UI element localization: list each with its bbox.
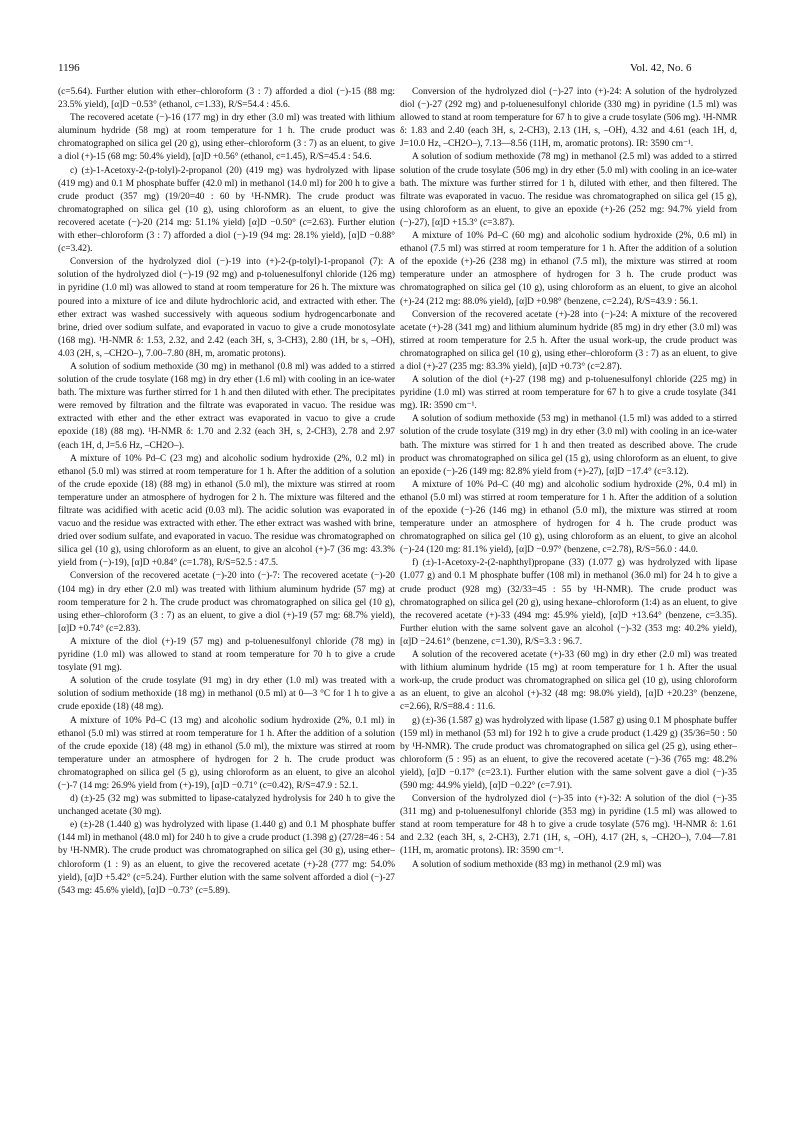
paragraph: A mixture of the diol (+)-19 (57 mg) and p-toluenesulfonyl chloride (78 mg) in pyridine (1.0 ml) was allowed to stand at room temperature for 70 h to give a crude tosylate (91 mg). (58, 636, 395, 674)
paragraph: A mixture of 10% Pd–C (40 mg) and alcoholic sodium hydroxide (2%, 0.4 ml) in ethanol (5.0 ml) was stirred at room temperature for 1 h. After the addition of a solution of the epoxide (−)-26 (146 mg) in ethanol (5.0 ml), the mixture was stirred at room temperature under an atmosphere of hydrogen for 4 h. The crude product was chromatographed on silica gel (10 g), using chloroform as an eluent, to give an alcohol (−)-24 (120 mg: 81.1% yield), [α]D −0.97° (benzene, c=2.78), R/S=56.0 : 44.0. (400, 479, 737, 556)
paragraph: Conversion of the hydrolyzed diol (−)-19 into (+)-2-(p-tolyl)-1-propanol (7): A solution of the hydrolyzed diol (−)-19 (92 mg) and p-toluenesulfonyl chloride (126 mg) in pyridine (1.0 ml) was allowed to stand at room temperature for 26 h. The mixture was poured into a mixture of ice and dilute hydrochloric acid, and extracted with ether. The ether extract was washed successively with aqueous sodium hydrogencarbonate and brine, dried over sodium sulfate, and evaporated in vacuo to give a crude monotosylate (168 mg). ¹H-NMR δ: 1.53, 2.32, and 2.42 (each 3H, s, 3-CH3), 2.80 (1H, br s, –OH), 4.03 (2H, s, –CH2O–), 7.00–7.80 (8H, m, aromatic protons). (58, 257, 395, 359)
paragraph: Conversion of the recovered acetate (+)-28 into (−)-24: A mixture of the recovered acetate (+)-28 (341 mg) and lithium aluminum hydride (85 mg) in dry ether (3.0 ml) was stirred at room temperature for 2.5 h. After the usual work-up, the crude product was chromatographed on silica gel (10 g), using ether–chloroform (3 : 7) as an eluent, to give a diol (+)-27 (235 mg: 83.3% yield), [α]D +0.73° (c=2.87). (400, 309, 737, 372)
paragraph: A solution of the crude tosylate (91 mg) in dry ether (1.0 ml) was treated with a solution of sodium methoxide (18 mg) in methanol (0.5 ml) at 0—3 °C for 1 h to give a crude epoxide (18) (48 mg). (58, 676, 395, 713)
paragraph: A mixture of 10% Pd–C (23 mg) and alcoholic sodium hydroxide (2%, 0.2 ml) in ethanol (5.0 ml) was stirred at room temperature for 1 h. After the addition of a solution of the crude epoxide (18) (88 mg) in ethanol (5.0 ml), the mixture was stirred at room temperature under an atmosphere of hydrogen for 2 h. The mixture was filtered and the filtrate was acidified with acetic acid (0.03 ml). The acidic solution was evaporated in vacuo and the residue was extracted with ether. The ether extract was washed with brine, dried over sodium sulfate, and evaporated in vacuo. The residue was chromatographed on silica gel (10 g), using chloroform as an eluent, to give an alcohol (+)-7 (36 mg: 43.3% yield from (−)-19), [α]D +0.84° (c=1.78), R/S=52.5 : 47.5. (58, 453, 395, 569)
paragraph: c) (±)-1-Acetoxy-2-(p-tolyl)-2-propanol (20) (419 mg) was hydrolyzed with lipase (419 mg) and 0.1 M phosphate buffer (42.0 ml) in methanol (14.0 ml) for 200 h to give a crude product (357 mg) (19/20=40 : 60 by ¹H-NMR). The crude product was chromatographed on silica gel (10 g), using chloroform as an eluent, to give the recovered acetate (−)-20 (214 mg: 51.1% yield) [α]D −0.50° (c=2.63). Further elution with ether–chloroform (3 : 7) afforded a diol (−)-19 (94 mg: 28.1% yield), [α]D −0.88° (c=3.42). (58, 165, 395, 255)
paragraph: Conversion of the hydrolyzed diol (−)-35 into (+)-32: A solution of the diol (−)-35 (311 mg) and p-toluenesulfonyl chloride (353 mg) in pyridine (1.5 ml) was allowed to stand at room temperature for 48 h to give a crude tosylate (576 mg). ¹H-NMR δ: 1.61 and 2.32 (each 3H, s, 2-CH3), 2.71 (1H, s, –OH), 4.17 (2H, s, –CH2O–), 7.04—7.81 (11H, m, aromatic protons). IR: 3590 cm⁻¹. (400, 794, 737, 857)
volume-issue: Vol. 42, No. 6 (630, 62, 692, 74)
paragraph: Conversion of the hydrolyzed diol (−)-27 into (+)-24: A solution of the hydrolyzed diol (−)-27 (292 mg) and p-toluenesulfonyl chloride (330 mg) in pyridine (1.5 ml) was allowed to stand at room temperature for 67 h to give a crude tosylate (506 mg). ¹H-NMR δ: 1.83 and 2.40 (each 3H, s, 2-CH3), 2.13 (1H, s, –OH), 4.32 and 4.61 (each 1H, d, J=10.0 Hz, –CH2O–), 7.13—8.56 (11H, m, aromatic protons). IR: 3590 cm⁻¹. (400, 87, 737, 150)
paragraph: The recovered acetate (−)-16 (177 mg) in dry ether (3.0 ml) was treated with lithium aluminum hydride (58 mg) at room temperature for 1 h. The crude product was chromatographed on silica gel (20 g), using ether–chloroform (3 : 7) as an eluent, to give a diol (+)-15 (68 mg: 50.4% yield), [α]D +0.56° (ethanol, c=1.45), R/S=45.4 : 54.6. (58, 113, 395, 163)
paragraph: A solution of the diol (+)-27 (198 mg) and p-toluenesulfonyl chloride (225 mg) in pyridine (1.0 ml) was stirred at room temperature for 67 h to give a crude tosylate (341 mg). IR: 3590 cm⁻¹. (400, 375, 737, 412)
paragraph: A solution of sodium methoxide (30 mg) in methanol (0.8 ml) was added to a stirred solution of the crude tosylate (168 mg) in dry ether (1.6 ml) with cooling in an ice-water bath. The mixture was further stirred for 1 h and then diluted with ether. The precipitates were removed by filtration and the filtrate was evaporated in vacuo. The residue was extracted with ether and the ether extract was evaporated in vacuo to give a crude epoxide (18) (88 mg). ¹H-NMR δ: 1.70 and 2.32 (each 3H, s, 2-CH3), 2.78 and 2.97 (each 1H, d, J=5.6 Hz, –CH2O–). (58, 361, 395, 451)
paragraph: g) (±)-36 (1.587 g) was hydrolyzed with lipase (1.587 g) using 0.1 M phosphate buffer (159 ml) in methanol (53 ml) for 192 h to give a crude product (1.429 g) (35/36=50 : 50 by ¹H-NMR). The crude product was chromatographed on silica gel (25 g), using ether–chloroform (5 : 95) as an eluent, to give the recovered acetate (−)-36 (765 mg: 48.2% yield), [α]D −0.17° (c=23.1). Further elution with the same solvent gave a diol (−)-35 (590 mg: 44.9% yield), [α]D −0.22° (c=7.91). (400, 715, 737, 791)
right-text-column (400, 86, 737, 872)
paragraph: d) (±)-25 (32 mg) was submitted to lipase-catalyzed hydrolysis for 240 h to give the unchanged acetate (30 mg). (58, 794, 395, 818)
paragraph: (c=5.64). Further elution with ether–chloroform (3 : 7) afforded a diol (−)-15 (88 mg: 23.5% yield), [α]D −0.53° (ethanol, c=1.33), R/S=54.4 : 45.6. (58, 87, 395, 111)
page-number: 1196 (58, 62, 80, 74)
paragraph: A mixture of 10% Pd–C (60 mg) and alcoholic sodium hydroxide (2%, 0.6 ml) in ethanol (7.5 ml) was stirred at room temperature for 1 h. After the addition of a solution of the epoxide (+)-26 (238 mg) in ethanol (7.5 ml), the mixture was stirred at room temperature under an atmosphere of hydrogen for 3 h. The crude product was chromatographed on silica gel (10 g), using chloroform as an eluent, to give an alcohol (+)-24 (212 mg: 88.0% yield), [α]D +0.98° (benzene, c=2.24), R/S=43.9 : 56.1. (400, 231, 737, 307)
paragraph: A solution of sodium methoxide (83 mg) in methanol (2.9 ml) was (412, 859, 662, 870)
paragraph: A mixture of 10% Pd–C (13 mg) and alcoholic sodium hydroxide (2%, 0.1 ml) in ethanol (5.0 ml) was stirred at room temperature for 1 h. After the addition of a solution of the crude epoxide (18) (48 mg) in ethanol (5.0 ml), the mixture was stirred at room temperature under an atmosphere of hydrogen for 2 h. The crude product was chromatographed on silica gel (5 g), using chloroform as an eluent, to give an alcohol (−)-7 (14 mg: 26.9% yield from (+)-19), [α]D −0.71° (c=0.42), R/S=47.9 : 52.1. (58, 715, 395, 791)
paragraph: e) (±)-28 (1.440 g) was hydrolyzed with lipase (1.440 g) and 0.1 M phosphate buffer (144 ml) in methanol (48.0 ml) for 240 h to give a crude product (1.398 g) (27/28=46 : 54 by ¹H-NMR). The crude product was chromatographed on silica gel (30 g), using ether–chloroform (1 : 9) as an eluent, to give the recovered acetate (+)-28 (777 mg: 54.0% yield), [α]D +5.42° (c=5.24). Further elution with the same solvent afforded a diol (−)-27 (543 mg: 45.6% yield), [α]D −0.73° (c=5.89). (58, 820, 395, 896)
paragraph: f) (±)-1-Acetoxy-2-(2-naphthyl)propane (33) (1.077 g) was hydrolyzed with lipase (1.077 g) and 0.1 M phosphate buffer (108 ml) in methanol (36.0 ml) for 24 h to give a crude product (928 mg) (32/33=45 : 55 by ¹H-NMR). The crude product was chromatographed on silica gel (20 g), using hexane–chloroform (1:4) as an eluent, to give the recovered acetate (+)-33 (494 mg: 45.9% yield), [α]D +13.64° (benzene, c=3.35). Further elution with the same solvent gave an alcohol (−)-32 (353 mg: 40.2% yield), [α]D −24.61° (benzene, c=1.30), R/S=3.3 : 96.7. (400, 558, 737, 647)
paragraph: A solution of the recovered acetate (+)-33 (60 mg) in dry ether (2.0 ml) was treated with lithium aluminum hydride (15 mg) at room temperature for 1 h. After the usual work-up, the crude product was chromatographed on silica gel (10 g), using chloroform as an eluent, to give an alcohol (+)-32 (48 mg: 98.0% yield), [α]D +20.23° (benzene, c=2.66), R/S=88.4 : 11.6. (400, 650, 737, 713)
paragraph: Conversion of the recovered acetate (−)-20 into (−)-7: The recovered acetate (−)-20 (104 mg) in dry ether (2.0 ml) was treated with lithium aluminum hydride (57 mg) at room temperature for 2 h. The crude product was chromatographed on silica gel (10 g), using ether–chloroform (3 : 7) as an eluent, to give a diol (+)-19 (57 mg: 68.7% yield), [α]D +0.74° (c=2.83). (58, 571, 395, 634)
paragraph: A solution of sodium methoxide (78 mg) in methanol (2.5 ml) was added to a stirred solution of the crude tosylate (506 mg) in dry ether (5.0 ml) with cooling in an ice-water bath. The mixture was further stirred for 1 h, diluted with ether, and then filtered. The filtrate was evaporated in vacuo. The residue was chromatographed on silica gel (15 g), using chloroform as an eluent, to give an epoxide (+)-26 (252 mg: 94.7% yield from (−)-27), [α]D +15.3° (c=3.87). (400, 152, 737, 228)
left-text-column (58, 86, 395, 898)
paragraph: A solution of sodium methoxide (53 mg) in methanol (1.5 ml) was added to a stirred solution of the crude tosylate (319 mg) in dry ether (3.0 ml) with cooling in an ice-water bath. The mixture was stirred for 1 h and then treated as described above. The crude product was chromatographed on silica gel (15 g), using chloroform as an eluent, to give an epoxide (−)-26 (149 mg: 82.8% yield from (+)-27), [α]D −17.4° (c=3.12). (400, 414, 737, 477)
